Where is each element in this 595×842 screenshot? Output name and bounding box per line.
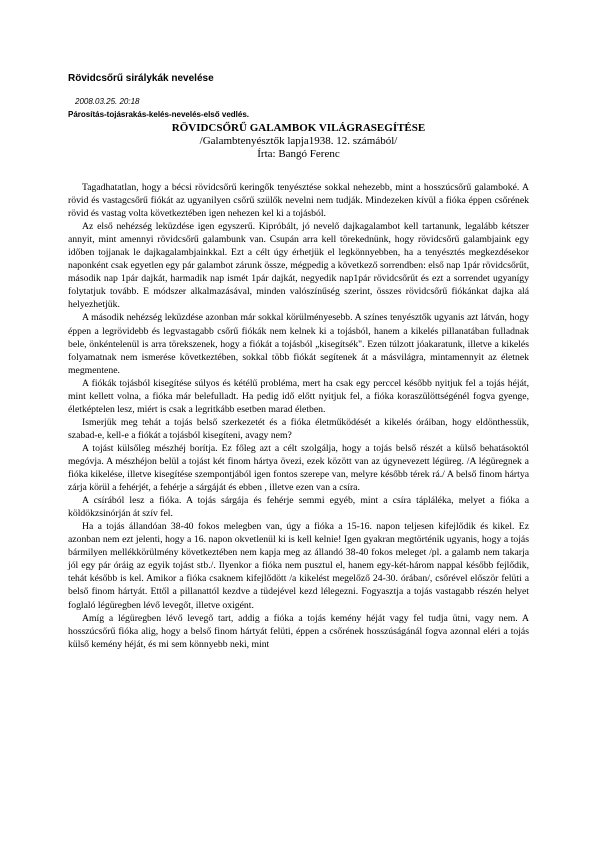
paragraph: Ismerjük meg tehát a tojás belső szerkezetét és a fióka életműködését a kikelés óráiban, hogy eldönthessük, szabad-e, kell-e a fiókát a tojásból kisegíteni, avagy nem? xyxy=(68,416,529,441)
blog-post-title: Rövidcsőrű sirálykák nevelése xyxy=(68,73,214,84)
article-title: RÖVIDCSŐRŰ GALAMBOK VILÁGRASEGÍTÉSE xyxy=(171,122,426,134)
article-source: /Galambtenyésztők lapja1938. 12. számából/ xyxy=(199,135,398,147)
article-author: Írta: Bangó Ferenc xyxy=(257,148,340,160)
paragraph: Az első nehézség leküzdése igen egyszerű. Kipróbált, jó nevelő dajkagalambot kell tartanunk, legalább kétszer annyit, mint amennyi rövidcsőrű galambunk van. Csupán arra kell törekednünk, hogy rövidcsőrű galambjaink egy időben tojjanak le dajkagalambjainkkal. Ezt a célt úgy érhetjük el legkönnyebben, ha a tenyésztés megkezdésekor naponként csak egyetlen egy pár galambot zárunk össze, mégpedig a következő sorrendben: első nap 1pár rövidcsőrűt, második nap 1pár dajkát, harmadik nap ismét 1pár dajkát, negyedik nap1pár rövidcsőrűt és ezt a sorrendet ugyanígy folytatjuk tovább. E módszer alkalmazásával, minden valószínűség szerint, összes rövidcsőrű fiókánkat dajka alá helyezhetjük. xyxy=(68,221,529,311)
paragraph: Ha a tojás állandóan 38-40 fokos melegben van, úgy a fióka a 15-16. napon teljesen kifejlődik és kikel. Ez azonban nem ezt jelenti, hogy a 16. napon okvetlenül ki is kell kelnie! Igen gyakran megtörténik ugyanis, hogy a tojás bármilyen mellékkörülmény következtében nem kapja meg az állandó 38-40 fokos meleget /pl. a galamb nem takarja jól egy pár óráig az egyik tojást stb./. Ilyenkor a fióka nem pusztul el, hanem egy-két-három nappal később fejlődik, tehát később is kel. Amikor a fióka csaknem kifejlődött /a kikelést megelőző 24-30. órában/, csőrével először felüti a belső finom hártyát. Ettől a pillanattól kezdve a tüdejével kezd lélegezni. Fogyasztja a tojás vastagabb részén helyet foglaló légüregben lévő levegőt, illetve oxigént. xyxy=(68,521,529,611)
paragraph: Amíg a légüregben lévő levegő tart, addig a fióka a tojás kemény héját vagy fel tudja ütni, vagy nem. A hosszúcsőrű fióka alig, hogy a belső finom hártyát felüti, éppen a csőrének hosszúságánál fogva azonnal eléri a tojás külső kemény héját, és mi sem könnyebb neki, mint xyxy=(68,612,529,650)
paragraph: A második nehézség leküzdése azonban már sokkal körülményesebb. A színes tenyésztők ugyanis azt látván, hogy éppen a legrövidebb és legvastagabb csőrű fiókák nem kelnek ki a tojásból, hanem a kikelés pillanatában fulladnak bele, önkéntelenül is arra törekszenek, hogy a fiókát a tojásból „kisegítsék". Ezen túlzott jóakaratunk, illetve a kikelés folyamatnak nem ismerése következtében, sokkal több fiókát segítenek át a másvilágra, mintamennyit az életnek megmentene. xyxy=(68,312,529,376)
article-body xyxy=(68,181,529,651)
paragraph: A csírából lesz a fióka. A tojás sárgája és fehérje semmi egyéb, mint a csíra tápláléka, melyet a fióka a köldökzsinórján át szív fel. xyxy=(68,495,529,520)
paragraph: Tagadhatatlan, hogy a bécsi rövidcsőrű keringők tenyésztése sokkal nehezebb, mint a hosszúcsőrű galamboké. A rövid és vastagcsőrű fiókát az ugyanilyen csőrű szülők nevelni nem tudják. Mindezeken kívül a fióka éppen csőrének rövid és vastag volta következtében igen nehezen kel ki a tojásból. xyxy=(68,182,529,220)
paragraph: A fiókák tojásból kisegítése súlyos és kétélű probléma, mert ha csak egy perccel később nyitjuk fel a tojás héját, mint kellett volna, a fióka már belefulladt. Ha pedig idő előtt nyitjuk fel, a fióka koraszülöttségénél fogva gyenge, életképtelen lesz, miért is csak a legritkább esetben marad életben. xyxy=(68,377,529,415)
paragraph: A tojást külsőleg mészhéj borítja. Ez főleg azt a célt szolgálja, hogy a tojás belső részét a külső behatásoktól megóvja. A mészhéjon belül a tojást két finom hártya övezi, ezek között van az úgynevezett légüreg. /A légüregnek a fióka kikelése, illetve kisegítése szempontjából igen fontos szerepe van, melyre később térek rá./ A belső finom hártya zárja körül a fehérjét, a fehérje a sárgáját és ebben , illetve ezen van a csíra. xyxy=(68,442,529,494)
article-header xyxy=(68,122,529,161)
post-timestamp: 2008.03.25. 20:18 xyxy=(75,97,140,106)
post-tags: Párosítás-tojásrakás-kelés-nevelés-első vedlés. xyxy=(68,110,249,119)
